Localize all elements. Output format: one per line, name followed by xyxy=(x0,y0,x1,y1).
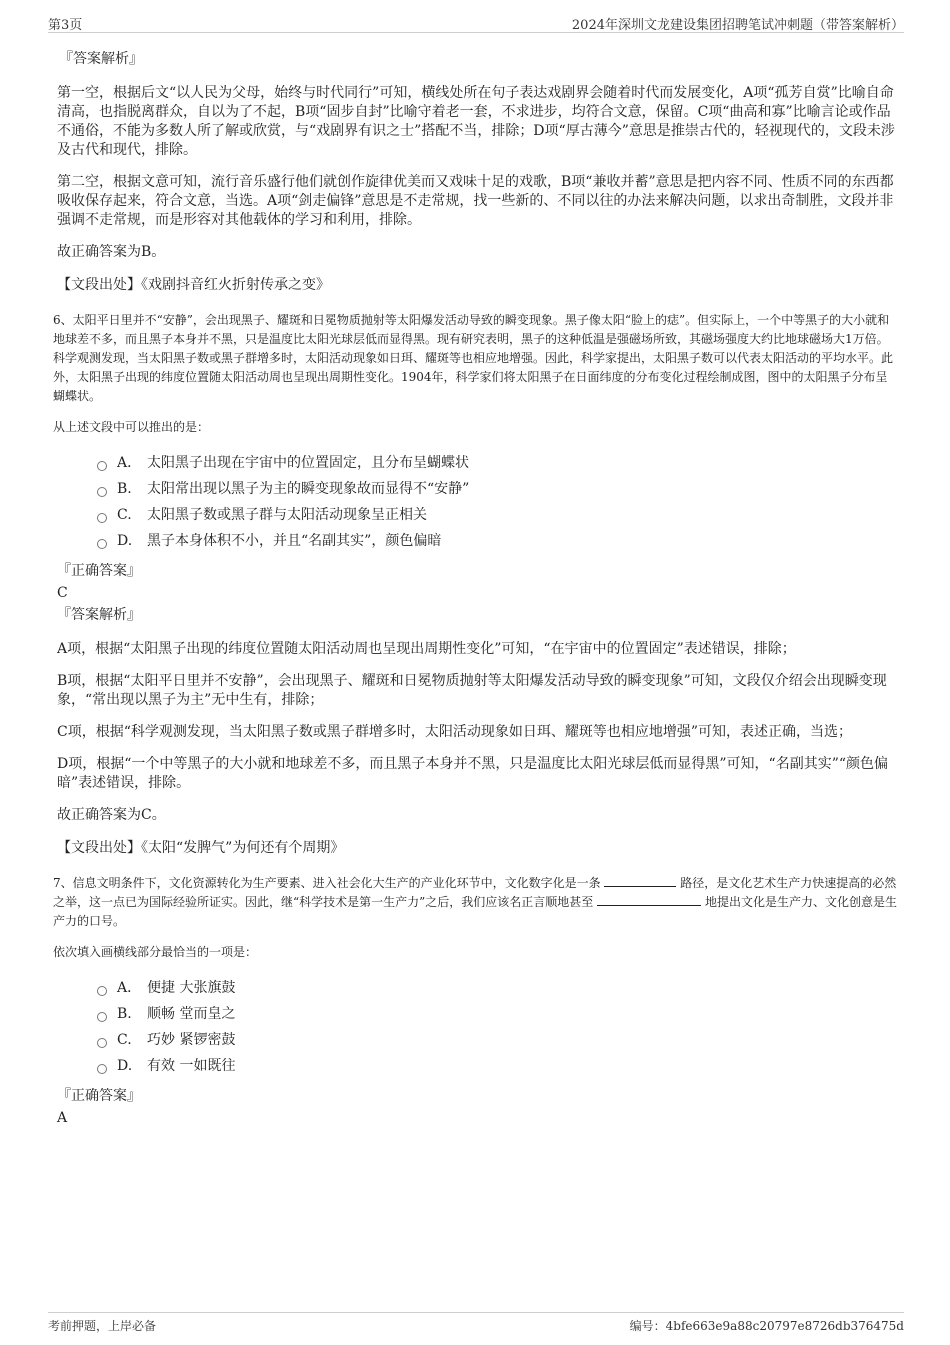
radio-icon[interactable] xyxy=(97,513,107,523)
fill-blank-1[interactable] xyxy=(604,874,676,887)
q6-option-c[interactable]: C. 太阳黑子数或黑子群与太阳活动现象呈正相关 xyxy=(97,502,897,528)
radio-icon[interactable] xyxy=(97,1012,107,1022)
radio-icon[interactable] xyxy=(97,461,107,471)
radio-icon[interactable] xyxy=(97,1038,107,1048)
radio-icon[interactable] xyxy=(97,986,107,996)
q6-analysis-a: A项，根据“太阳黑子出现的纬度位置随太阳活动周也呈现出周期性变化”可知，“在宇宙中的位置固定”表述错误，排除； xyxy=(57,641,796,657)
q6-analysis-conclusion: 故正确答案为C。 xyxy=(57,807,166,823)
q6-stem: 6、太阳平日里并不“安静”，会出现黑子、耀斑和日冕物质抛射等太阳爆发活动导致的瞬变现象。黑子像太阳“脸上的痣”。但实际上，一个中等黑子的大小就和地球差不多，而且黑子本身并不黑，只是温度比太阳光球层低而显得黑。现有研究表明，黑子的这种低温是强磁场所致，其磁场强度大约比地球磁场大1万倍。科学观测发现，当太阳黑子数或黑子群增多时，太阳活动现象如日珥、耀斑等也相应地增强。因此，科学家提出，太阳黑子数可以代表太阳活动的平均水平。此外，太阳黑子出现的纬度位置随太阳活动周也呈现出周期性变化。1904年，科学家们将太阳黑子在日面纬度的分布变化过程绘制成图，图中的太阳黑子分布呈蝴蝶状。 xyxy=(53,313,894,403)
q6-prompt: 从上述文段中可以推出的是： xyxy=(53,420,210,434)
footer-slogan: 考前押题，上岸必备 xyxy=(48,1319,157,1333)
q5-analysis-paragraph: 第一空，根据后文“以人民为父母，始终与时代同行”可知，横线处所在句子表达戏剧界会随着时代而发展变化，A项“孤芳自赏”比喻自命清高，也指脱离群众，自以为了不起，B项“固步自封”比喻守着老一套，不求进步，均符合文意，保留。C项“曲高和寡”比喻言论或作品不通俗，不能为多数人所了解或欣赏，与“戏剧界有识之士”搭配不当，排除；D项“厚古薄今”意思是推崇古代的，轻视现代的，文段未涉及古代和现代，排除。 xyxy=(57,85,895,158)
q7-option-c[interactable]: C. 巧妙 紧锣密鼓 xyxy=(97,1027,897,1053)
q5-analysis-label: 『答案解析』 xyxy=(59,51,143,67)
q6-analysis-label: 『答案解析』 xyxy=(57,607,141,623)
q7-correct-label: 『正确答案』 xyxy=(57,1088,141,1104)
fill-blank-2[interactable] xyxy=(597,893,701,906)
radio-icon[interactable] xyxy=(97,1064,107,1074)
q7-option-a[interactable]: A． 便捷 大张旗鼓 xyxy=(97,975,897,1001)
q6-analysis-d: D项，根据“一个中等黑子的大小就和地球差不多，而且黑子本身并不黑，只是温度比太阳光球层低而显得黑”可知，“名副其实”“颜色偏暗”表述错误，排除。 xyxy=(57,756,889,791)
radio-icon[interactable] xyxy=(97,487,107,497)
q7-stem: 7、信息文明条件下，文化资源转化为生产要素、进入社会化大生产的产业化环节中，文化数字化是一条 路径，是文化艺术生产力快速提高的必然之举，这一点已为国际经验所证实。因此，继“科学技术是第一生产力”之后，我们应该名正言顺地甚至 地提出文化是生产力、文化创意是生产力的口号。 xyxy=(53,876,897,928)
radio-icon[interactable] xyxy=(97,539,107,549)
q6-options xyxy=(97,450,897,554)
q6-option-b[interactable]: B. 太阳常出现以黑子为主的瞬变现象故而显得不“安静” xyxy=(97,476,897,502)
q6-correct-label: 『正确答案』 xyxy=(57,563,141,579)
q6-source: 【文段出处】《太阳“发脾气”为何还有个周期》 xyxy=(57,840,345,856)
q5-analysis-conclusion: 故正确答案为B。 xyxy=(57,244,166,260)
q5-analysis-paragraph: 第二空，根据文意可知，流行音乐盛行他们就创作旋律优美而又戏味十足的戏歌，B项“兼收并蓄”意思是把内容不同、性质不同的东西都吸收保存起来，符合文意，当选。A项“剑走偏锋”意思是不走常规，找一些新的、不同以往的办法来解决问题，以求出奇制胜，文段并非强调不走常规，而是形容对其他载体的学习和利用，排除。 xyxy=(57,174,894,228)
page-header xyxy=(48,12,904,33)
q7-options xyxy=(97,975,897,1079)
q7-prompt: 依次填入画横线部分最恰当的一项是： xyxy=(53,945,258,959)
page-content xyxy=(53,46,897,1131)
page-number: 第3页 xyxy=(48,18,83,33)
q5-source: 【文段出处】《戏剧抖音红火折射传承之变》 xyxy=(57,277,330,293)
q7-correct-answer: A xyxy=(57,1110,68,1126)
q6-analysis-c: C项，根据“科学观测发现，当太阳黑子数或黑子群增多时，太阳活动现象如日珥、耀斑等也相应地增强”可知，表述正确，当选； xyxy=(57,724,853,740)
document-id: 编号：4bfe663e9a88c20797e8726db376475d xyxy=(629,1319,904,1333)
q7-option-d[interactable]: D. 有效 一如既往 xyxy=(97,1053,897,1079)
q6-option-a[interactable]: A． 太阳黑子出现在宇宙中的位置固定，且分布呈蝴蝶状 xyxy=(97,450,897,476)
q7-option-b[interactable]: B. 顺畅 堂而皇之 xyxy=(97,1001,897,1027)
q6-correct-answer: C xyxy=(57,585,68,601)
document-title: 2024年深圳文龙建设集团招聘笔试冲刺题（带答案解析） xyxy=(571,18,904,33)
q6-analysis-b: B项，根据“太阳平日里并不安静”，会出现黑子、耀斑和日冕物质抛射等太阳爆发活动导致的瞬变现象”可知，文段仅介绍会出现瞬变现象，“常出现以黑子为主”无中生有，排除； xyxy=(57,673,887,708)
q6-option-d[interactable]: D. 黑子本身体积不小，并且“名副其实”，颜色偏暗 xyxy=(97,528,897,554)
page-footer xyxy=(48,1312,904,1335)
